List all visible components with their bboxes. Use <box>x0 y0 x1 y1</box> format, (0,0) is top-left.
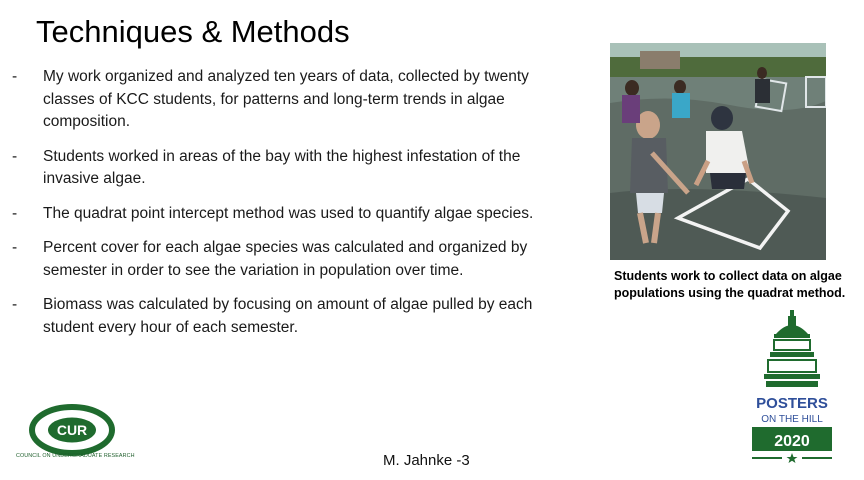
bullet-dash: - <box>12 239 18 256</box>
cur-logo-text: CUR <box>56 422 88 438</box>
bullet-text: Percent cover for each algae species was calculated and organized by semester in order to see the variation in population over time. <box>43 239 528 279</box>
posters-logo-line2: ON THE HILL <box>761 414 823 425</box>
posters-logo-line1: POSTERS <box>756 395 828 412</box>
bullet-text: The quadrat point intercept method was used to quantify algae species. <box>43 204 534 222</box>
bullet-text: Students worked in areas of the bay with the highest infestation of the invasive algae. <box>43 147 521 187</box>
field-photo <box>610 43 826 260</box>
slide-title: Techniques & Methods <box>36 14 350 49</box>
posters-on-the-hill-logo <box>748 310 836 466</box>
field-photo-illustration <box>610 43 826 260</box>
author-slide-number: M. Jahnke -3 <box>383 452 470 469</box>
posters-logo-rule-right <box>802 457 832 459</box>
photo-caption: Students work to collect data on algae populations using the quadrat method. <box>614 269 846 300</box>
bullet-item <box>8 203 548 226</box>
cur-logo-subtitle: COUNCIL ON UNDERGRADUATE RESEARCH <box>16 453 135 459</box>
bullet-dash: - <box>12 147 18 165</box>
bullet-text: My work organized and analyzed ten years of data, collected by twenty classes of KCC students, for patterns and long-term trends in algae composition. <box>43 68 529 130</box>
bullet-item <box>8 146 548 191</box>
capitol-dome-icon <box>764 310 820 387</box>
bullet-dash: - <box>12 204 18 222</box>
cur-logo-tm: TM <box>94 420 100 425</box>
bullet-list <box>8 66 548 351</box>
bullet-dash: - <box>12 296 18 313</box>
bullet-dash: - <box>12 68 18 85</box>
bullet-text: Biomass was calculated by focusing on amount of algae pulled by each student every hour of each semester. <box>43 296 533 336</box>
posters-logo-rule-left <box>752 457 782 459</box>
bullet-item <box>8 66 548 134</box>
bullet-item <box>8 294 548 339</box>
bullet-item <box>8 237 548 282</box>
posters-logo-year: 2020 <box>774 433 810 450</box>
star-icon <box>787 453 798 463</box>
